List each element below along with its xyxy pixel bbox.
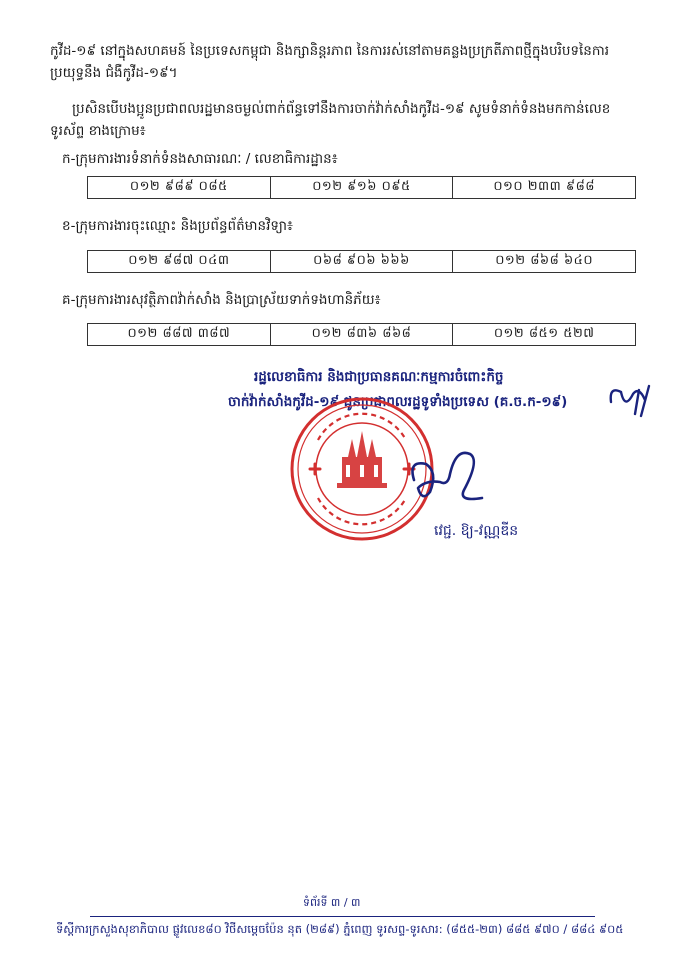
- section-label-registration: ខ-ក្រុមការងារចុះឈ្មោះ និងប្រព័ន្ធព័ត៌មានវិទ្យា៖: [62, 218, 293, 234]
- phone-table-registration: [87, 250, 636, 273]
- phone-number: ០១២ ៩១៦ ០៩៥: [270, 177, 453, 199]
- footer-address: ទីស្តីការក្រសួងសុខាភិបាល ផ្លូវលេខ៨០ វិថីសម្ដេចប៉ែន នុត (២៨៩) ភ្នំពេញ ទូរសព្ទ-ទូរសារ: (៨៥៥-២៣) ៨៨៥ ៩៧០ / ៨៨៤ ៩០៥: [56, 922, 624, 936]
- phone-number: ០១២ ៩៨៧ ០៤៣: [88, 251, 271, 273]
- phone-number: ០៦៨ ៩០៦ ៦៦៦: [270, 251, 453, 273]
- phone-table-vaccine-safety: [87, 323, 636, 346]
- signature-title-line-2: ចាក់វ៉ាក់សាំងកូវីដ-១៩ ជូនប្រជាពលរដ្ឋទូទាំងប្រទេស (គ.ច.ក-១៩): [228, 394, 568, 410]
- phone-number: ០១២ ៨៥១ ៥២៧: [453, 324, 636, 346]
- phone-number: ០១២ ៨៦៨ ៦៤០: [453, 251, 636, 273]
- handwritten-signature: [400, 440, 500, 510]
- phone-number: ០១២ ៩៨៩ ០៨៥: [88, 177, 271, 199]
- page-number: ទំព័រទី ៣ / ៣: [303, 896, 361, 909]
- section-label-vaccine-safety: គ-ក្រុមការងារសុវត្ថិភាពវ៉ាក់សាំង និងប្រាស្រ័យទាក់ទងហានិភ័យ៖: [62, 292, 381, 308]
- phone-number: ០១២ ៨៨៧ ៣៨៧: [88, 324, 271, 346]
- section-label-public-relations: ក-ក្រុមការងារទំនាក់ទំនងសាធារណៈ / លេខាធិការដ្ឋាន៖: [62, 151, 338, 167]
- phone-table-public-relations: [87, 176, 636, 199]
- phone-number: ០១២ ៨៣៦ ៨៦៨: [270, 324, 453, 346]
- body-paragraph-2: ប្រសិនបើបងប្អូនប្រជាពលរដ្ឋមានចម្ងល់ពាក់ព័ន្ធទៅនឹងការចាក់វ៉ាក់សាំងកូវីដ-១៩ សូមទំនាក់ទំនងមកកាន់លេខទូរស័ព្ទ ខាងក្រោម៖: [50, 101, 611, 139]
- body-paragraph-1: កូវីដ-១៩ នៅក្នុងសហគមន៍ នៃប្រទេសកម្ពុជា និងក្សានិន្តរភាព នៃការរស់នៅតាមគន្លងប្រក្រតីភាពថ្មីក្នុងបរិបទនៃការប្រយុទ្ធនឹង ជំងឺកូវីដ-១៩។: [50, 43, 610, 81]
- footer-divider: [90, 916, 595, 917]
- initials-mark: [605, 380, 655, 420]
- phone-number: ០១០ ២៣៣ ៩៨៨: [453, 177, 636, 199]
- signature-title-line-1: រដ្ឋលេខាធិការ និងជាប្រធានគណៈកម្មការចំពោះកិច្ច: [254, 369, 504, 385]
- signer-name: វេជ្ជ. ឱ្យ-វណ្ណឌីន: [434, 523, 519, 539]
